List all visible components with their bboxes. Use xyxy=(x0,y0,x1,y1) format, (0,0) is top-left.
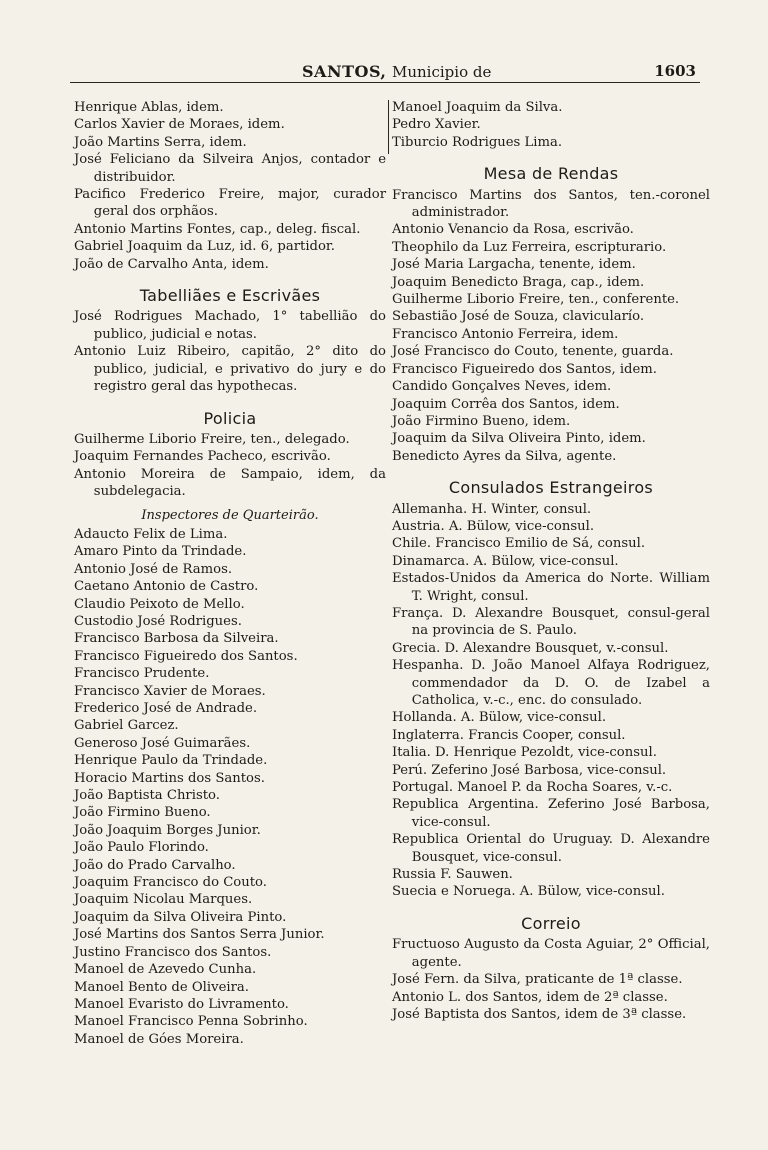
list-item: Caetano Antonio de Castro. xyxy=(74,579,259,595)
right-column xyxy=(392,99,710,1023)
list-item: Chile. Francisco Emilio de Sá, consul. xyxy=(392,536,646,552)
list-item: França. D. Alexandre Bousquet, consul-geral na provincia de S. Paulo. xyxy=(392,605,710,639)
list-item: João Martins Serra, idem. xyxy=(74,134,247,150)
list-item: Dinamarca. A. Bülow, vice-consul. xyxy=(392,553,619,569)
list-item: José Baptista dos Santos, idem de 3ª classe. xyxy=(392,1006,687,1022)
list-item: Portugal. Manoel P. da Rocha Soares, v.-c. xyxy=(392,780,673,796)
list-item: Fructuoso Augusto da Costa Aguiar, 2° Official, agente. xyxy=(392,937,710,970)
list-item: Antonio Moreira de Sampaio, idem, da subdelegacia. xyxy=(74,466,386,500)
list-item: José Francisco do Couto, tenente, guarda. xyxy=(392,344,674,360)
list-item: Joaquim da Silva Oliveira Pinto. xyxy=(74,909,287,925)
list-item: Guilherme Liborio Freire, ten., delegado. xyxy=(74,431,350,447)
list-item: Adaucto Felix de Lima. xyxy=(74,526,228,542)
list-item: Hollanda. A. Bülow, vice-consul. xyxy=(392,710,607,726)
list-item: Francisco Xavier de Moraes. xyxy=(74,683,266,699)
inspectores-list xyxy=(74,526,386,1048)
header-municipality: Municipio de xyxy=(392,63,492,81)
list-item: Joaquim Benedicto Braga, cap., idem. xyxy=(392,274,645,290)
list-item: João Paulo Florindo. xyxy=(74,840,209,856)
list-item: Manoel Evaristo do Livramento. xyxy=(74,996,289,1012)
list-item: Francisco Prudente. xyxy=(74,666,210,682)
list-item: José Maria Largacha, tenente, idem. xyxy=(392,257,636,273)
list-item: Generoso José Guimarães. xyxy=(74,735,251,751)
list-item: Suecia e Noruega. A. Bülow, vice-consul. xyxy=(392,884,665,900)
section-heading-correio: Correio xyxy=(521,913,581,933)
list-item: Hespanha. D. João Manoel Alfaya Rodriguez, commendador da D. O. de Izabel a Catholica, v.-c., enc. do consulado. xyxy=(392,658,710,708)
list-item: João Firmino Bueno. xyxy=(74,805,211,821)
list-item: Italia. D. Henrique Pezoldt, vice-consul. xyxy=(392,745,657,761)
list-item: Carlos Xavier de Moraes, idem. xyxy=(74,117,285,133)
list-item: Francisco Martins dos Santos, ten.-coronel administrador. xyxy=(392,187,710,221)
section-heading-policia: Policia xyxy=(203,408,257,428)
list-item: Tiburcio Rodrigues Lima. xyxy=(392,134,563,150)
list-item: Benedicto Ayres da Silva, agente. xyxy=(392,448,617,464)
list-item: Pedro Xavier. xyxy=(392,117,481,133)
section-heading-inspectores: Inspectores de Quarteirão. xyxy=(141,507,319,523)
list-item: Antonio L. dos Santos, idem de 2ª classe. xyxy=(392,989,668,1005)
list-item: Inglaterra. Francis Cooper, consul. xyxy=(392,727,626,743)
list-item: João de Carvalho Anta, idem. xyxy=(74,256,269,272)
list-item: Manoel de Azevedo Cunha. xyxy=(74,962,257,978)
list-item: Candido Gonçalves Neves, idem. xyxy=(392,379,612,395)
list-item: Pacifico Frederico Freire, major, curador geral dos orphãos. xyxy=(74,187,386,220)
list-item: Joaquim Nicolau Marques. xyxy=(74,892,253,908)
list-item: Allemanha. H. Winter, consul. xyxy=(392,501,592,517)
list-item: José Fern. da Silva, praticante de 1ª classe. xyxy=(392,972,683,988)
list-item: Perú. Zeferino José Barbosa, vice-consul. xyxy=(392,762,667,778)
list-item: Henrique Ablas, idem. xyxy=(74,100,224,115)
right-intro-list xyxy=(392,99,710,151)
list-item: Francisco Barbosa da Silveira. xyxy=(74,631,279,647)
list-item: Republica Oriental do Uruguay. D. Alexandre Bousquet, vice-consul. xyxy=(392,832,710,865)
list-item: Manoel Joaquim da Silva. xyxy=(392,100,563,115)
page-header xyxy=(70,60,700,83)
list-item: José Feliciano da Silveira Anjos, contador e distribuidor. xyxy=(74,152,386,185)
page-number: 1603 xyxy=(654,62,696,80)
mesa-list xyxy=(392,187,710,466)
list-item: João do Prado Carvalho. xyxy=(74,857,236,873)
list-item: João Baptista Christo. xyxy=(74,788,220,804)
list-item: Henrique Paulo da Trindade. xyxy=(74,753,268,769)
list-item: Sebastião José de Souza, clavicularío. xyxy=(392,309,645,325)
list-item: José Rodrigues Machado, 1° tabellião do publico, judicial e notas. xyxy=(74,309,386,342)
list-item: Manoel Bento de Oliveira. xyxy=(74,979,249,995)
consulados-list xyxy=(392,501,710,901)
list-item: Manoel Francisco Penna Sobrinho. xyxy=(74,1014,308,1030)
list-item: Horacio Martins dos Santos. xyxy=(74,770,265,786)
list-item: João Firmino Bueno, idem. xyxy=(392,413,571,429)
policia-list xyxy=(74,431,386,501)
list-item: Grecia. D. Alexandre Bousquet, v.-consul. xyxy=(392,640,669,656)
list-item: Russia F. Sauwen. xyxy=(392,867,513,883)
list-item: Antonio Luiz Ribeiro, capitão, 2° dito do publico, judicial, e privativo do jury e do registro geral das hypothecas. xyxy=(74,344,386,395)
list-item: Estados-Unidos da America do Norte. William T. Wright, consul. xyxy=(392,571,710,604)
left-intro-list xyxy=(74,99,386,273)
list-item: Justino Francisco dos Santos. xyxy=(74,944,272,960)
list-item: Antonio Martins Fontes, cap., deleg. fiscal. xyxy=(74,221,361,237)
list-item: José Martins dos Santos Serra Junior. xyxy=(74,927,325,943)
list-item: Joaquim Corrêa dos Santos, idem. xyxy=(392,396,620,412)
left-column xyxy=(74,99,386,1048)
list-item: Francisco Antonio Ferreira, idem. xyxy=(392,326,619,342)
list-item: Manoel de Góes Moreira. xyxy=(74,1031,244,1047)
tabelliaes-list xyxy=(74,308,386,395)
section-heading-tabelliaes: Tabelliães e Escrivães xyxy=(139,286,321,306)
list-item: Francisco Figueiredo dos Santos. xyxy=(74,648,298,664)
column-divider xyxy=(388,100,389,154)
list-item: Joaquim Francisco do Couto. xyxy=(74,875,267,891)
list-item: Claudio Peixoto de Mello. xyxy=(74,596,245,612)
list-item: Theophilo da Luz Ferreira, escripturario. xyxy=(392,239,667,255)
list-item: Austria. A. Bülow, vice-consul. xyxy=(392,518,595,534)
list-item: Custodio José Rodrigues. xyxy=(74,613,242,629)
list-item: Republica Argentina. Zeferino José Barbosa, vice-consul. xyxy=(392,797,710,830)
list-item: Gabriel Garcez. xyxy=(74,718,179,734)
section-heading-mesa-de-rendas: Mesa de Rendas xyxy=(483,164,619,184)
header-city: SANTOS, xyxy=(302,62,387,81)
list-item: Gabriel Joaquim da Luz, id. 6, partidor. xyxy=(74,239,335,255)
list-item: João Joaquim Borges Junior. xyxy=(74,822,261,838)
list-item: Joaquim Fernandes Pacheco, escrivão. xyxy=(74,449,331,465)
list-item: Frederico José de Andrade. xyxy=(74,701,258,716)
section-heading-consulados: Consulados Estrangeiros xyxy=(448,478,654,498)
list-item: Amaro Pinto da Trindade. xyxy=(74,544,247,560)
list-item: Antonio Venancio da Rosa, escrivão. xyxy=(392,222,634,238)
list-item: Joaquim da Silva Oliveira Pinto, idem. xyxy=(392,431,646,447)
list-item: Francisco Figueiredo dos Santos, idem. xyxy=(392,361,657,377)
list-item: Antonio José de Ramos. xyxy=(74,561,233,577)
list-item: Guilherme Liborio Freire, ten., conferente. xyxy=(392,292,680,308)
correio-list xyxy=(392,936,710,1023)
